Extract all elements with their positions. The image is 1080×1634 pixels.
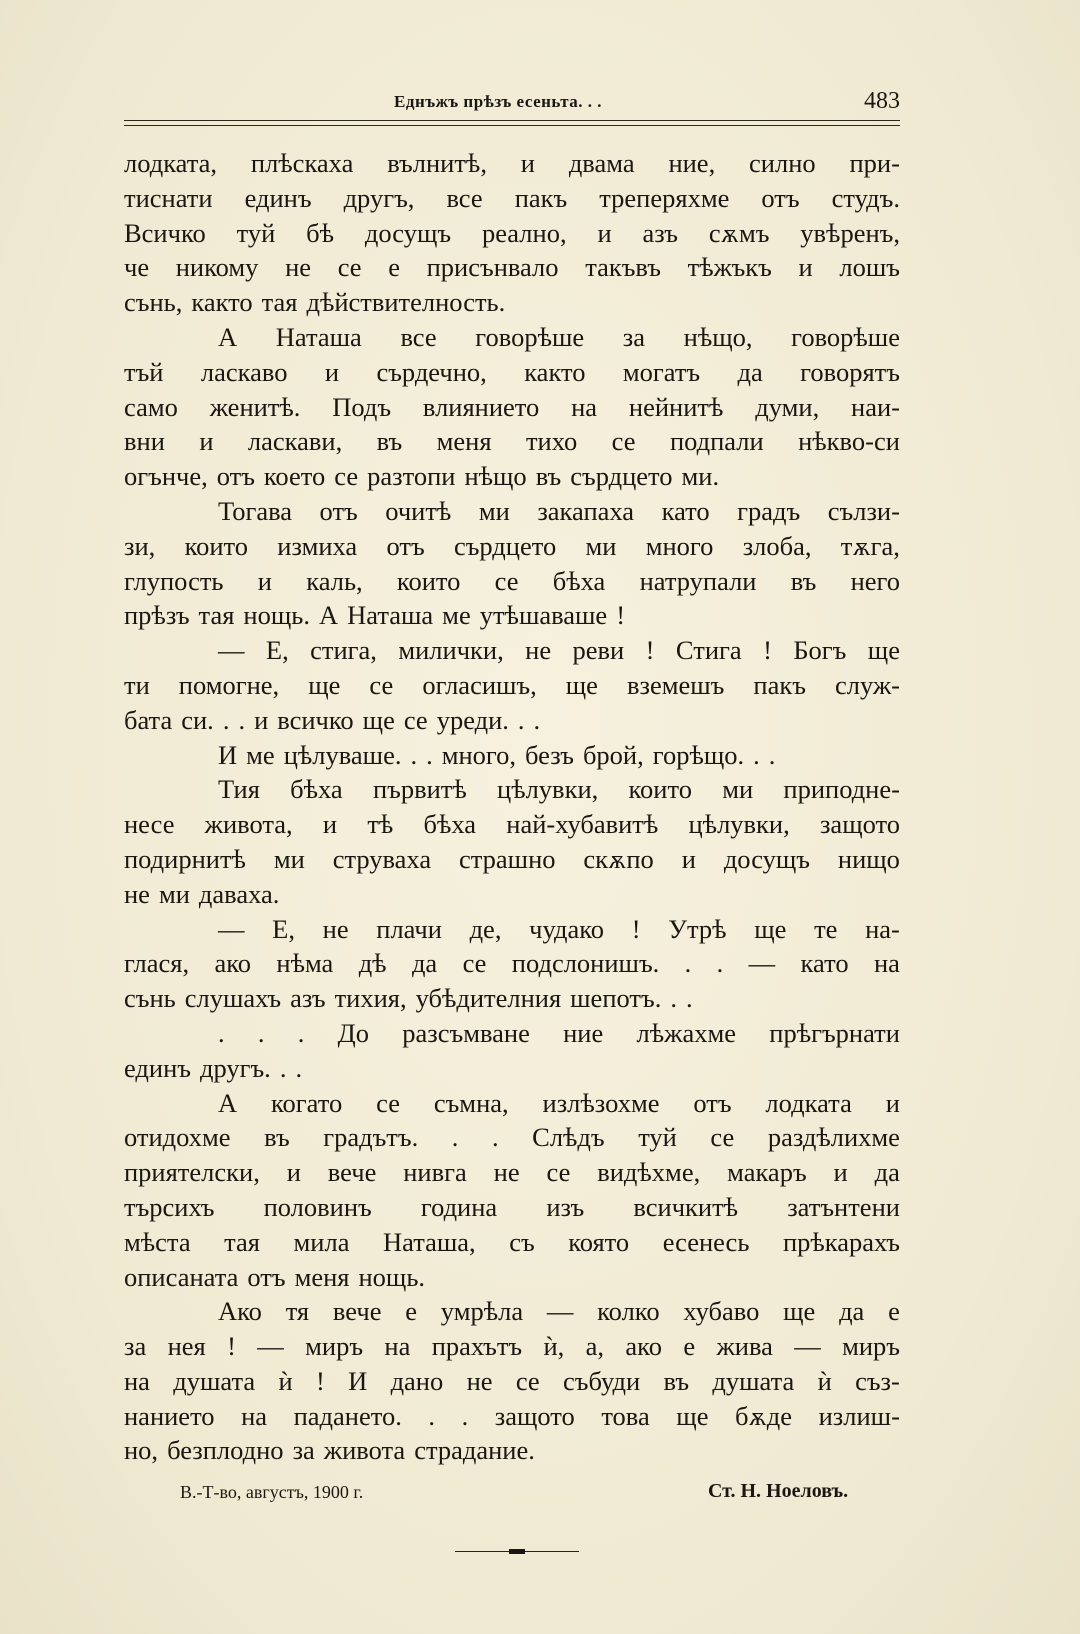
running-title: Еднъжъ прѣзъ есеньта. . . — [394, 92, 603, 111]
text-line: Тогава отъ очитѣ ми закапаха като градъ сълзи- — [218, 495, 900, 526]
paragraph — [124, 633, 900, 737]
text-line: сънь слушахъ азъ тихия, убѣдителния шепотъ. . . — [124, 983, 693, 1014]
text-line: огънче, отъ което се разтопи нѣщо въ сърдцето ми. — [124, 461, 720, 492]
paragraph — [124, 146, 900, 320]
text-line: не ми даваха. — [124, 878, 280, 909]
text-line: бата си. . . и всичко ще се уреди. . . — [124, 704, 541, 735]
paragraph — [124, 1294, 900, 1468]
text-line: глупость и каль, които се бѣха натрупали въ него — [124, 565, 900, 596]
ornament-center — [509, 1549, 525, 1554]
text-line: несе живота, и тѣ бѣха най-хубавитѣ цѣлувки, защото — [124, 809, 900, 840]
author-signature: Ст. Н. Ноеловъ. — [708, 1480, 849, 1502]
paragraph — [124, 320, 900, 494]
paragraph — [124, 738, 900, 773]
place-date: В.-Т-во, августъ, 1900 г. — [180, 1482, 364, 1502]
text-line: прѣзъ тая нощь. А Наташа ме утѣшаваше ! — [124, 600, 626, 631]
text-line: че никому не се е присънвало такъвъ тѣжъкъ и лошъ — [124, 252, 900, 283]
paragraph — [124, 1086, 900, 1295]
text-line: А Наташа все говорѣше за нѣщо, говорѣше — [218, 321, 900, 352]
text-line: глася, ако нѣма дѣ да се подслонишъ. . . — като на — [124, 948, 900, 979]
text-line: Ако тя вече е умрѣла — колко хубаво ще да е — [218, 1296, 900, 1327]
text-line: търсихъ половинъ година изъ всичкитѣ затънтени — [124, 1191, 900, 1222]
text-line: тъй ласкаво и сърдечно, както могатъ да говорятъ — [124, 356, 900, 387]
text-line: приятелски, и вече нивга не се видѣхме, макаръ и да — [124, 1157, 900, 1188]
page-footer — [124, 1478, 900, 1508]
text-line: на душата ѝ ! И дано не се събуди въ душата ѝ съз- — [124, 1365, 900, 1396]
text-line: Тия бѣха първитѣ цѣлувки, които ми приподне- — [218, 774, 900, 805]
ornament-rule-right — [525, 1551, 579, 1552]
paragraph — [124, 772, 900, 911]
text-line: сънь, както тая дѣйствителность. — [124, 287, 506, 318]
text-line: ти помогне, ще се огласишъ, ще вземешъ пакъ служ- — [124, 669, 900, 700]
text-line: . . . До разсъмване ние лѣжахме прѣгърнати — [218, 1017, 900, 1048]
paragraph — [124, 912, 900, 1016]
text-line: И ме цѣлуваше. . . много, безъ брой, горѣщо. . . — [218, 739, 776, 770]
text-line: нанието на падането. . . защото това ще бѫде излиш- — [124, 1400, 900, 1431]
paragraph — [124, 1016, 900, 1086]
text-line: лодката, плѣскаха вълнитѣ, и двама ние, силно при- — [124, 148, 900, 178]
text-line: описаната отъ меня нощь. — [124, 1261, 426, 1292]
page-number: 483 — [864, 88, 900, 114]
text-line: отидохме въ градътъ. . . Слѣдъ туй се раздѣлихме — [124, 1122, 900, 1153]
header-rule-thin — [124, 125, 900, 126]
text-line: но, безплодно за живота страдание. — [124, 1435, 535, 1466]
text-line: вни и ласкави, въ меня тихо се подпали нѣкво-си — [124, 426, 900, 457]
text-line: за нея ! — миръ на прахътъ ѝ, а, ако е жива — миръ — [124, 1331, 900, 1362]
ornament-rule-left — [455, 1551, 509, 1552]
text-line: А когато се съмна, излѣзохме отъ лодката и — [218, 1087, 900, 1118]
text-line: подирнитѣ ми струваха страшно скѫпо и досущъ нищо — [124, 843, 900, 874]
text-line: само женитѣ. Подъ влиянието на нейнитѣ думи, наи- — [124, 391, 900, 422]
page-header — [124, 88, 900, 118]
text-line: тиснати единъ другъ, все пакъ треперяхме отъ студъ. — [124, 182, 900, 213]
text-line: зи, които измиха отъ сърдцето ми много злоба, тѫга, — [124, 530, 900, 561]
text-line: мѣста тая мила Наташа, съ която есенесь прѣкарахъ — [124, 1226, 900, 1257]
text-line: — Е, стига, милички, не реви ! Стига ! Богъ ще — [218, 635, 900, 666]
text-line: — Е, не плачи де, чудако ! Утрѣ ще те на- — [218, 913, 900, 944]
end-ornament — [447, 1548, 587, 1556]
paragraph — [124, 494, 900, 633]
body-text — [124, 146, 900, 1468]
text-line: Всичко туй бѣ досущъ реално, и азъ сѫмъ увѣренъ, — [124, 217, 900, 248]
text-line: единъ другъ. . . — [124, 1052, 303, 1083]
header-rule — [124, 120, 900, 121]
